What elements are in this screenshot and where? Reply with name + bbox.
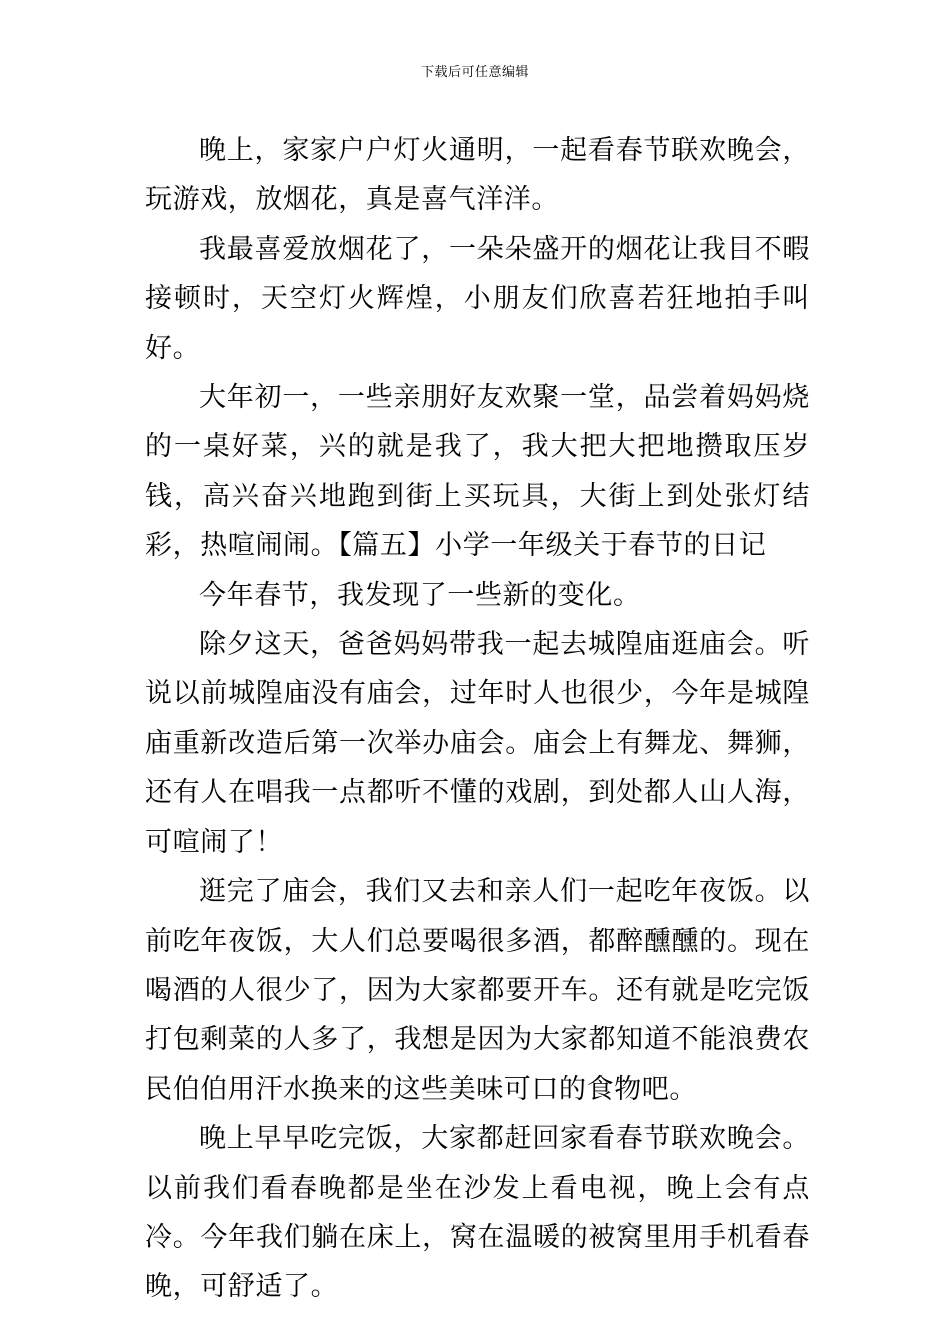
paragraph: 除夕这天，爸爸妈妈带我一起去城隍庙逛庙会。听说以前城隍庙没有庙会，过年时人也很少，今年是城隍庙重新改造后第一次举办庙会。庙会上有舞龙、舞狮，还有人在唱我一点都听不懂的戏剧，到处都人山人海，可喧闹了！ xyxy=(145,629,810,858)
paragraph: 今年春节，我发现了一些新的变化。 xyxy=(199,579,641,611)
paragraph: 晚上早早吃完饭，大家都赶回家看春节联欢晚会。以前我们看春晚都是坐在沙发上看电视，晚上会有点冷。今年我们躺在床上，窝在温暖的被窝里用手机看春晚，可舒适了。 xyxy=(145,1123,810,1303)
page-header: 下载后可任意编辑 xyxy=(420,65,529,80)
paragraph: 我最喜爱放烟花了，一朵朵盛开的烟花让我目不暇接顿时，天空灯火辉煌，小朋友们欣喜若狂地拍手叫好。 xyxy=(145,233,810,364)
paragraph: 晚上，家家户户灯火通明，一起看春节联欢晚会，玩游戏，放烟花，真是喜气洋洋。 xyxy=(145,135,810,216)
paragraph: 大年初一，一些亲朋好友欢聚一堂，品尝着妈妈烧的一桌好菜，兴的就是我了，我大把大把地攒取压岁钱，高兴奋兴地跑到街上买玩具，大街上到处张灯结彩，热喧闹闹。【篇五】小学一年级关于春节的日记 xyxy=(145,382,810,562)
paragraph: 逛完了庙会，我们又去和亲人们一起吃年夜饭。以前吃年夜饭，大人们总要喝很多酒，都醉醺醺的。现在喝酒的人很少了，因为大家都要开车。还有就是吃完饭打包剩菜的人多了，我想是因为大家都知道不能浪费农民伯伯用汗水换来的这些美味可口的食物吧。 xyxy=(145,876,810,1105)
document-body xyxy=(145,126,810,1312)
